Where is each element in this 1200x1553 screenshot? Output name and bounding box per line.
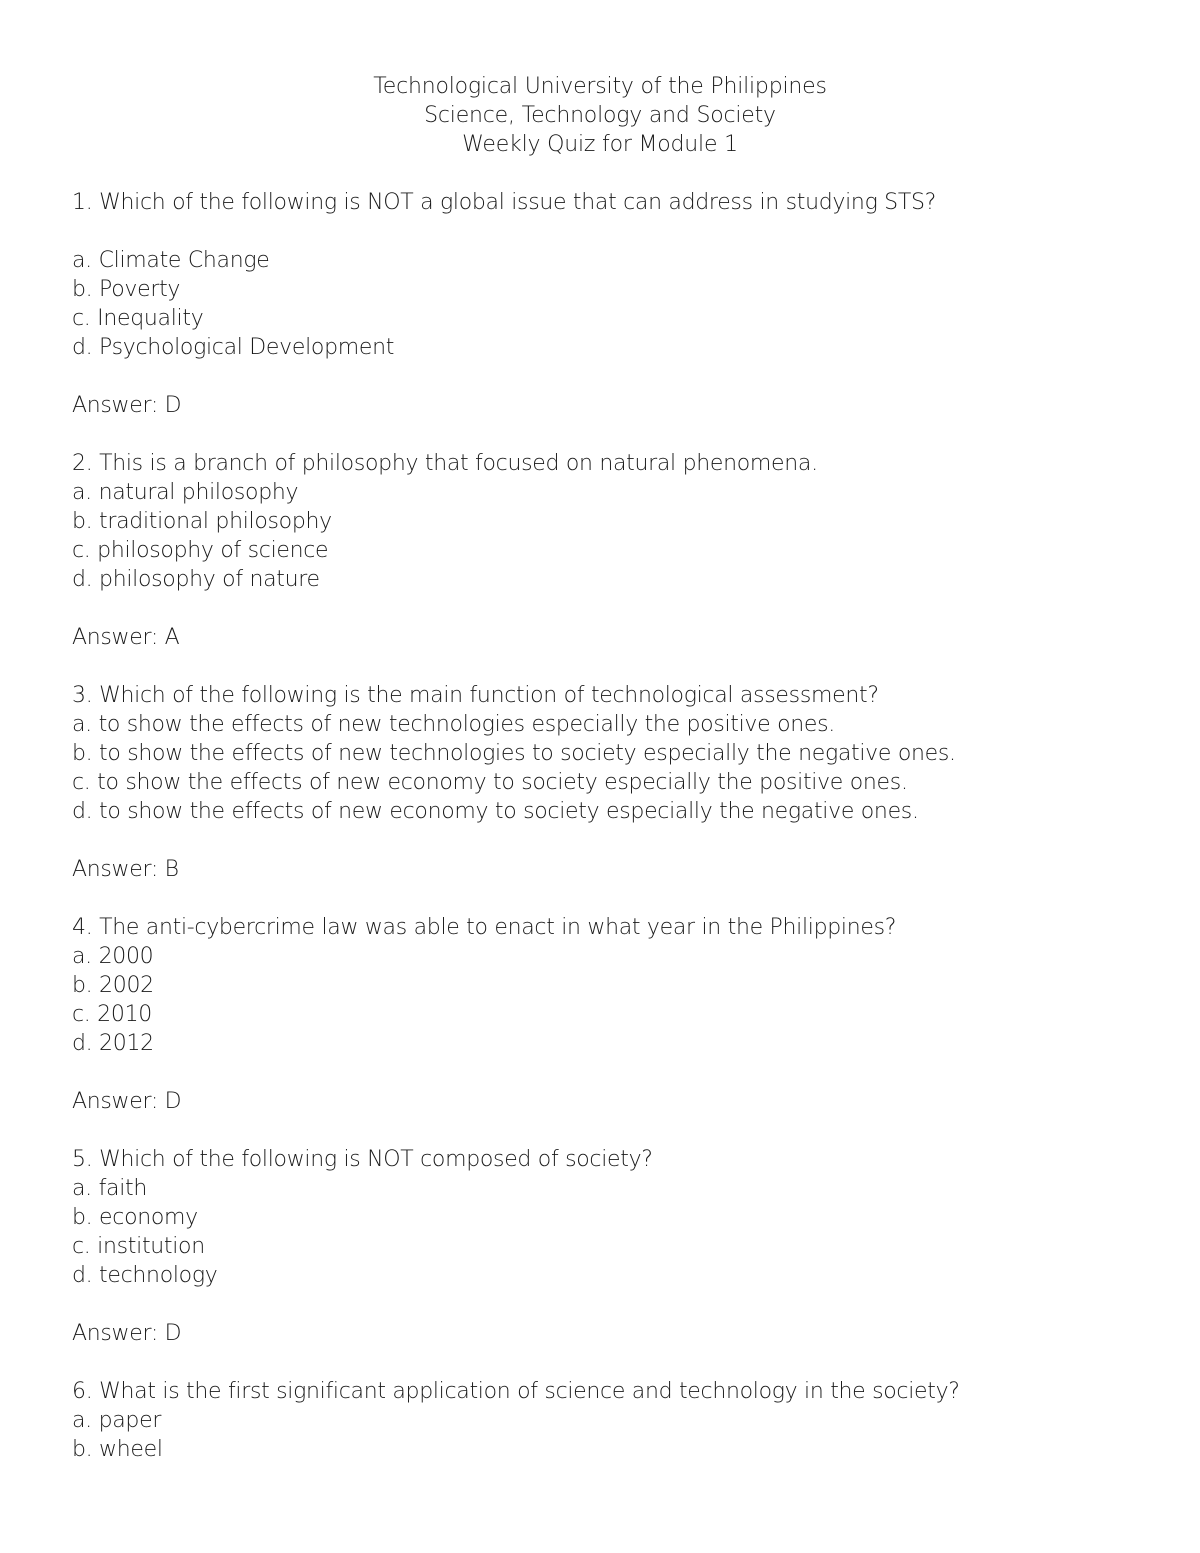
question-1-option-b: b. Poverty (72, 277, 181, 302)
question-4-option-a: a. 2000 (72, 944, 154, 969)
quiz-title: Weekly Quiz for Module 1 (462, 132, 738, 157)
question-2-option-d: d. philosophy of nature (72, 567, 320, 592)
question-6-option-b: b. wheel (72, 1437, 163, 1462)
question-4-answer: Answer: D (72, 1089, 182, 1114)
question-2-prompt: 2. This is a branch of philosophy that focused on natural phenomena. (72, 451, 818, 476)
question-1-option-c: c. Inequality (72, 306, 204, 331)
question-4-option-d: d. 2012 (72, 1031, 154, 1056)
question-5-answer: Answer: D (72, 1321, 182, 1346)
question-4-prompt: 4. The anti-cybercrime law was able to enact in what year in the Philippines? (72, 915, 897, 940)
question-1-answer: Answer: D (72, 393, 182, 418)
question-5-option-b: b. economy (72, 1205, 198, 1230)
question-2-option-a: a. natural philosophy (72, 480, 299, 505)
question-5-option-c: c. institution (72, 1234, 205, 1259)
question-2-answer: Answer: A (72, 625, 180, 650)
question-5-prompt: 5. Which of the following is NOT composed of society? (72, 1147, 653, 1172)
question-3-option-b: b. to show the effects of new technologies to society especially the negative ones. (72, 741, 956, 766)
question-1-option-a: a. Climate Change (72, 248, 270, 273)
question-2-option-b: b. traditional philosophy (72, 509, 332, 534)
question-5-option-d: d. technology (72, 1263, 218, 1288)
quiz-body (72, 188, 1152, 1464)
question-2-option-c: c. philosophy of science (72, 538, 329, 563)
question-1-option-d: d. Psychological Development (72, 335, 395, 360)
university-name: Technological University of the Philippines (373, 74, 827, 99)
question-6-prompt: 6. What is the first significant application of science and technology in the society? (72, 1379, 960, 1404)
question-5-option-a: a. faith (72, 1176, 147, 1201)
question-4-option-b: b. 2002 (72, 973, 154, 998)
question-1-prompt: 1. Which of the following is NOT a global issue that can address in studying STS? (72, 190, 937, 215)
question-4-option-c: c. 2010 (72, 1002, 152, 1027)
question-3-option-d: d. to show the effects of new economy to society especially the negative ones. (72, 799, 919, 824)
question-3-prompt: 3. Which of the following is the main function of technological assessment? (72, 683, 879, 708)
document-header (0, 72, 1200, 159)
question-6-option-a: a. paper (72, 1408, 162, 1433)
question-3-option-c: c. to show the effects of new economy to society especially the positive ones. (72, 770, 908, 795)
question-3-answer: Answer: B (72, 857, 179, 882)
course-title: Science, Technology and Society (424, 103, 776, 128)
question-3-option-a: a. to show the effects of new technologies especially the positive ones. (72, 712, 835, 737)
